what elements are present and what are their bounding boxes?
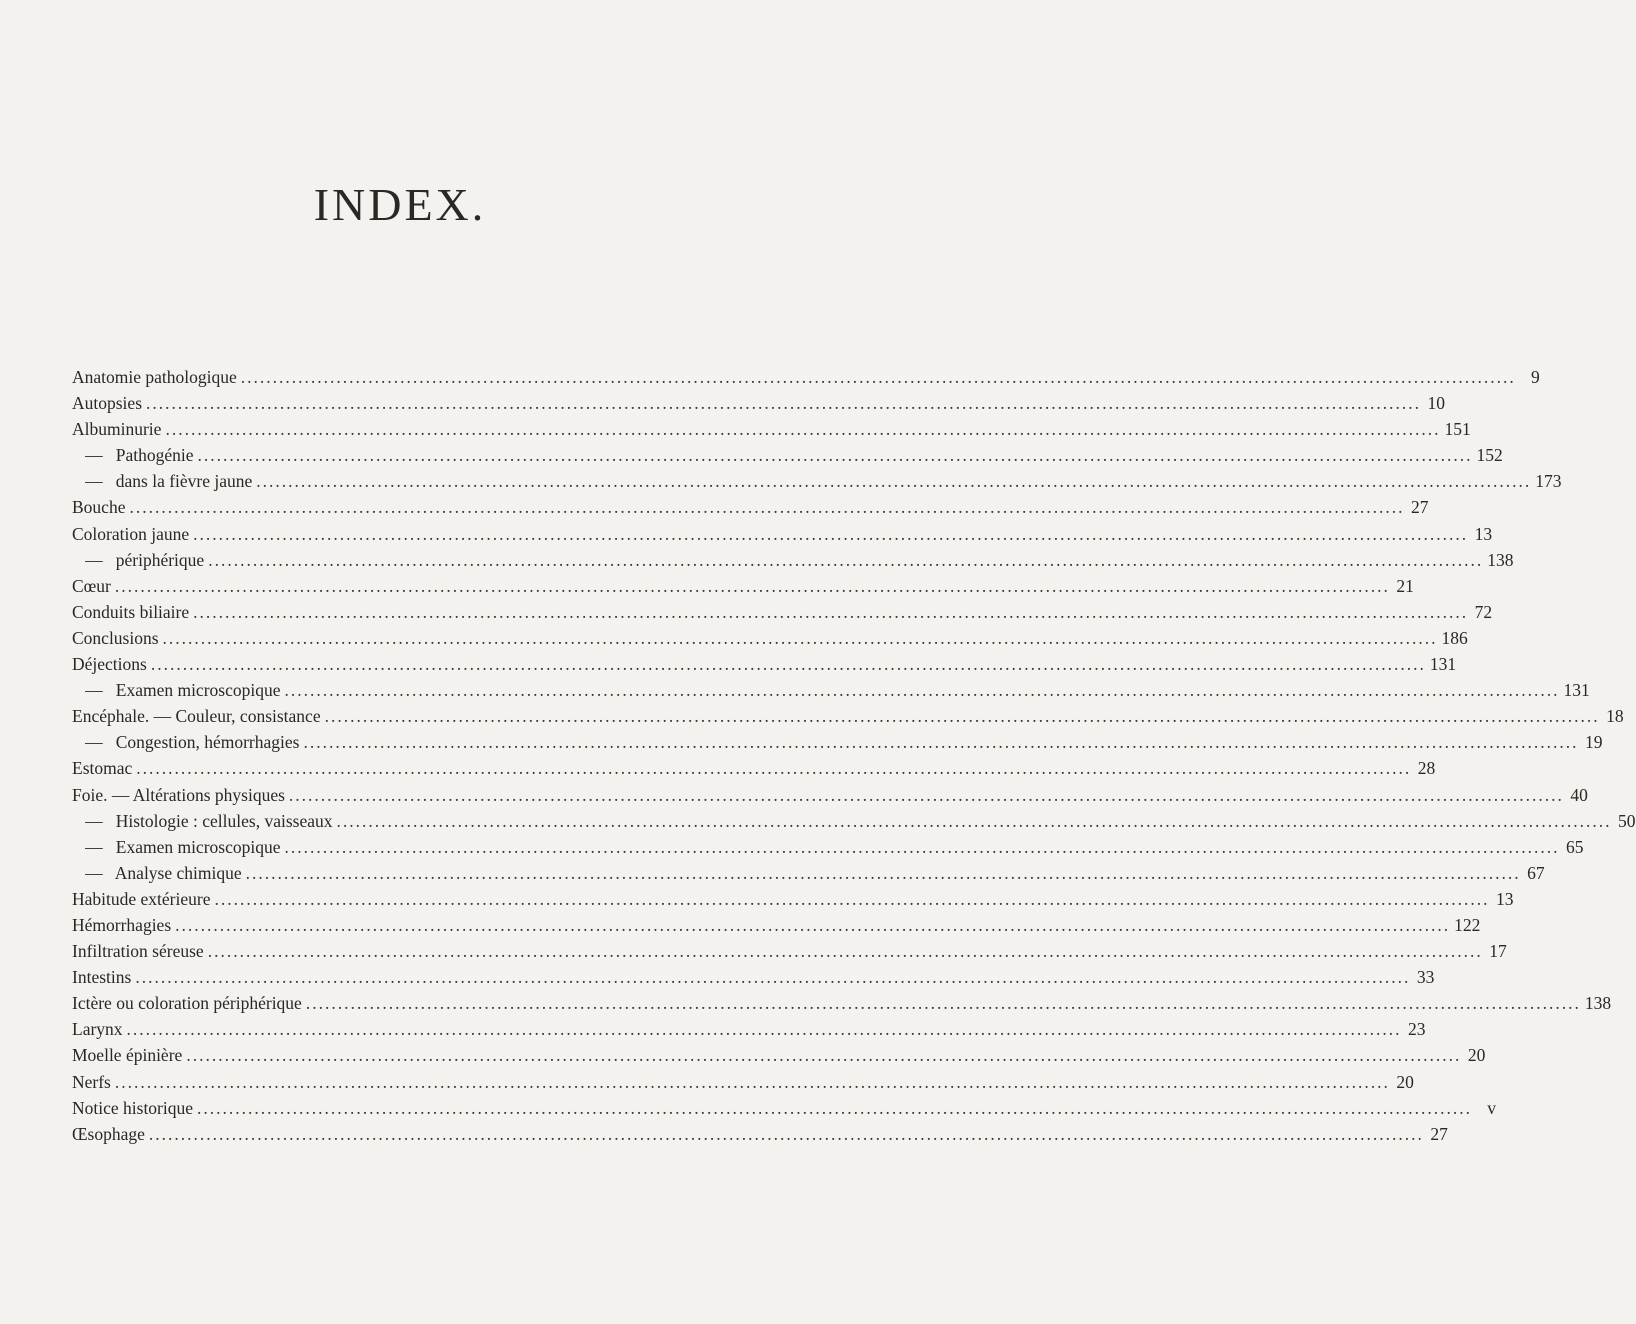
index-entry — [72, 1016, 1426, 1042]
entry-page-number: 33 — [1416, 967, 1435, 988]
dot-leader: ........................................................................................................................................................................................................ — [214, 888, 1490, 909]
entry-page-number: 65 — [1566, 836, 1584, 857]
dot-leader: ........................................................................................................................................................................................................ — [256, 471, 1532, 492]
entry-label: — Congestion, hémorrhagies — [72, 732, 300, 753]
index-entry — [72, 442, 1503, 468]
entry-page-number: 173 — [1535, 471, 1562, 492]
entry-label: Conclusions — [72, 627, 159, 648]
entry-page-number: 152 — [1476, 445, 1503, 466]
entry-label: Conduits biliaire — [72, 601, 190, 622]
entry-page-number: 186 — [1441, 627, 1468, 648]
entry-label: Hémorrhagies — [72, 914, 172, 935]
dot-leader: ........................................................................................................................................................................................................ — [135, 967, 1411, 988]
index-entry — [72, 1095, 1497, 1121]
index-entry — [72, 755, 1436, 781]
index-entry — [72, 521, 1493, 547]
index-entry — [72, 1042, 1486, 1068]
dot-leader: ........................................................................................................................................................................................................ — [240, 367, 1516, 387]
entry-page-number: 9 — [1531, 367, 1540, 387]
entry-page-number: 13 — [1495, 888, 1514, 909]
dot-leader: ........................................................................................................................................................................................................ — [197, 445, 1473, 466]
index-entry — [72, 573, 1414, 599]
dot-leader: ........................................................................................................................................................................................................ — [114, 575, 1390, 596]
entry-page-number: 131 — [1563, 680, 1590, 701]
index-entry — [72, 886, 1514, 912]
entry-label: Cœur — [72, 575, 111, 596]
entry-page-number: 13 — [1474, 523, 1493, 544]
index-entry — [72, 625, 1468, 651]
entry-label: Déjections — [72, 654, 147, 675]
index-entry — [72, 1069, 1414, 1095]
entry-page-number: 40 — [1570, 784, 1588, 805]
dot-leader: ........................................................................................................................................................................................................ — [303, 732, 1579, 753]
dot-leader: ........................................................................................................................................................................................................ — [245, 862, 1521, 883]
entry-page-number: 27 — [1430, 1123, 1448, 1144]
entry-page-number: 138 — [1487, 549, 1514, 570]
index-entry — [72, 912, 1481, 938]
entry-label: Estomac — [72, 758, 133, 779]
index-entry — [72, 599, 1493, 625]
dot-leader: ........................................................................................................................................................................................................ — [126, 1019, 1402, 1040]
dot-leader: ........................................................................................................................................................................................................ — [148, 1123, 1424, 1144]
index-entry — [72, 938, 1507, 964]
index-entry — [72, 860, 1545, 886]
entry-label: — dans la fièvre jaune — [72, 471, 253, 492]
index-entry — [72, 547, 1514, 573]
entry-page-number: 19 — [1584, 732, 1603, 753]
entry-page-number: 21 — [1396, 575, 1414, 596]
dot-leader: ........................................................................................................................................................................................................ — [129, 497, 1405, 518]
entry-page-number: 50 — [1618, 810, 1636, 831]
entry-label: Œsophage — [72, 1123, 145, 1144]
entry-page-number: 131 — [1429, 654, 1457, 675]
dot-leader: ........................................................................................................................................................................................................ — [150, 654, 1426, 675]
dot-leader: ........................................................................................................................................................................................................ — [193, 523, 1469, 544]
index-list — [72, 364, 1636, 1147]
entry-label: Encéphale. — Couleur, consistance — [72, 706, 321, 727]
dot-leader: ........................................................................................................................................................................................................ — [207, 941, 1483, 962]
entry-page-number: 18 — [1606, 706, 1624, 727]
dot-leader: ........................................................................................................................................................................................................ — [175, 914, 1451, 935]
entry-label: — Examen microscopique — [72, 680, 281, 701]
index-entry — [72, 703, 1624, 729]
entry-page-number: v — [1487, 1097, 1497, 1118]
index-entry — [72, 990, 1612, 1016]
entry-page-number: 23 — [1408, 1019, 1426, 1040]
entry-label: Notice historique — [72, 1097, 194, 1118]
dot-leader: ........................................................................................................................................................................................................ — [114, 1071, 1390, 1092]
dot-leader: ........................................................................................................................................................................................................ — [193, 601, 1469, 622]
entry-label: Coloration jaune — [72, 523, 190, 544]
index-entry — [72, 494, 1429, 520]
entry-label: — périphérique — [72, 549, 205, 570]
dot-leader: ........................................................................................................................................................................................................ — [288, 784, 1564, 805]
index-entry — [72, 677, 1590, 703]
index-entry — [72, 808, 1636, 834]
index-entry — [72, 964, 1435, 990]
dot-leader: ........................................................................................................................................................................................................ — [284, 836, 1560, 857]
dot-leader: ........................................................................................................................................................................................................ — [186, 1045, 1462, 1066]
entry-label: — Examen microscopique — [72, 836, 281, 857]
entry-page-number: 20 — [1467, 1045, 1486, 1066]
entry-label: Anatomie pathologique — [72, 367, 237, 387]
entry-label: Foie. — Altérations physiques — [72, 784, 285, 805]
dot-leader: ........................................................................................................................................................................................................ — [146, 393, 1421, 414]
dot-leader: ........................................................................................................................................................................................................ — [324, 706, 1600, 727]
index-entry — [72, 364, 1540, 390]
dot-leader: ........................................................................................................................................................................................................ — [305, 993, 1581, 1014]
dot-leader: ........................................................................................................................................................................................................ — [284, 680, 1560, 701]
entry-label: — Pathogénie — [72, 445, 194, 466]
entry-label: Nerfs — [72, 1071, 111, 1092]
entry-label: Albuminurie — [72, 419, 162, 440]
entry-page-number: 28 — [1417, 758, 1436, 779]
dot-leader: ........................................................................................................................................................................................................ — [197, 1097, 1473, 1118]
entry-label: Autopsies — [72, 393, 142, 414]
index-entry — [72, 468, 1562, 494]
index-entry — [72, 834, 1584, 860]
dot-leader: ........................................................................................................................................................................................................ — [162, 627, 1438, 648]
entry-label: Habitude extérieure — [72, 888, 211, 909]
index-entry — [72, 782, 1588, 808]
entry-page-number: 122 — [1454, 914, 1481, 935]
entry-page-number: 27 — [1410, 497, 1429, 518]
index-entry — [72, 651, 1457, 677]
entry-label: — Analyse chimique — [72, 862, 242, 883]
index-entry — [72, 390, 1445, 416]
dot-leader: ........................................................................................................................................................................................................ — [208, 549, 1484, 570]
entry-page-number: 20 — [1396, 1071, 1414, 1092]
entry-page-number: 10 — [1427, 393, 1445, 414]
page-title: INDEX. — [313, 179, 487, 230]
index-entry — [72, 1121, 1448, 1147]
entry-label: Infiltration séreuse — [72, 941, 204, 962]
index-entry — [72, 416, 1471, 442]
entry-label: Intestins — [72, 967, 132, 988]
entry-page-number: 67 — [1527, 862, 1545, 883]
entry-label: Bouche — [72, 497, 126, 518]
entry-label: Moelle épinière — [72, 1045, 183, 1066]
entry-page-number: 17 — [1489, 941, 1507, 962]
entry-label: Larynx — [72, 1019, 123, 1040]
index-entry — [72, 729, 1603, 755]
entry-label: — Histologie : cellules, vaisseaux — [72, 810, 333, 831]
entry-label: Ictère ou coloration périphérique — [72, 993, 302, 1014]
entry-page-number: 151 — [1444, 419, 1471, 440]
dot-leader: ........................................................................................................................................................................................................ — [136, 758, 1412, 779]
entry-page-number: 72 — [1474, 601, 1493, 622]
dot-leader: ........................................................................................................................................................................................................ — [165, 419, 1441, 440]
dot-leader: ........................................................................................................................................................................................................ — [336, 810, 1612, 831]
entry-page-number: 138 — [1584, 993, 1612, 1014]
